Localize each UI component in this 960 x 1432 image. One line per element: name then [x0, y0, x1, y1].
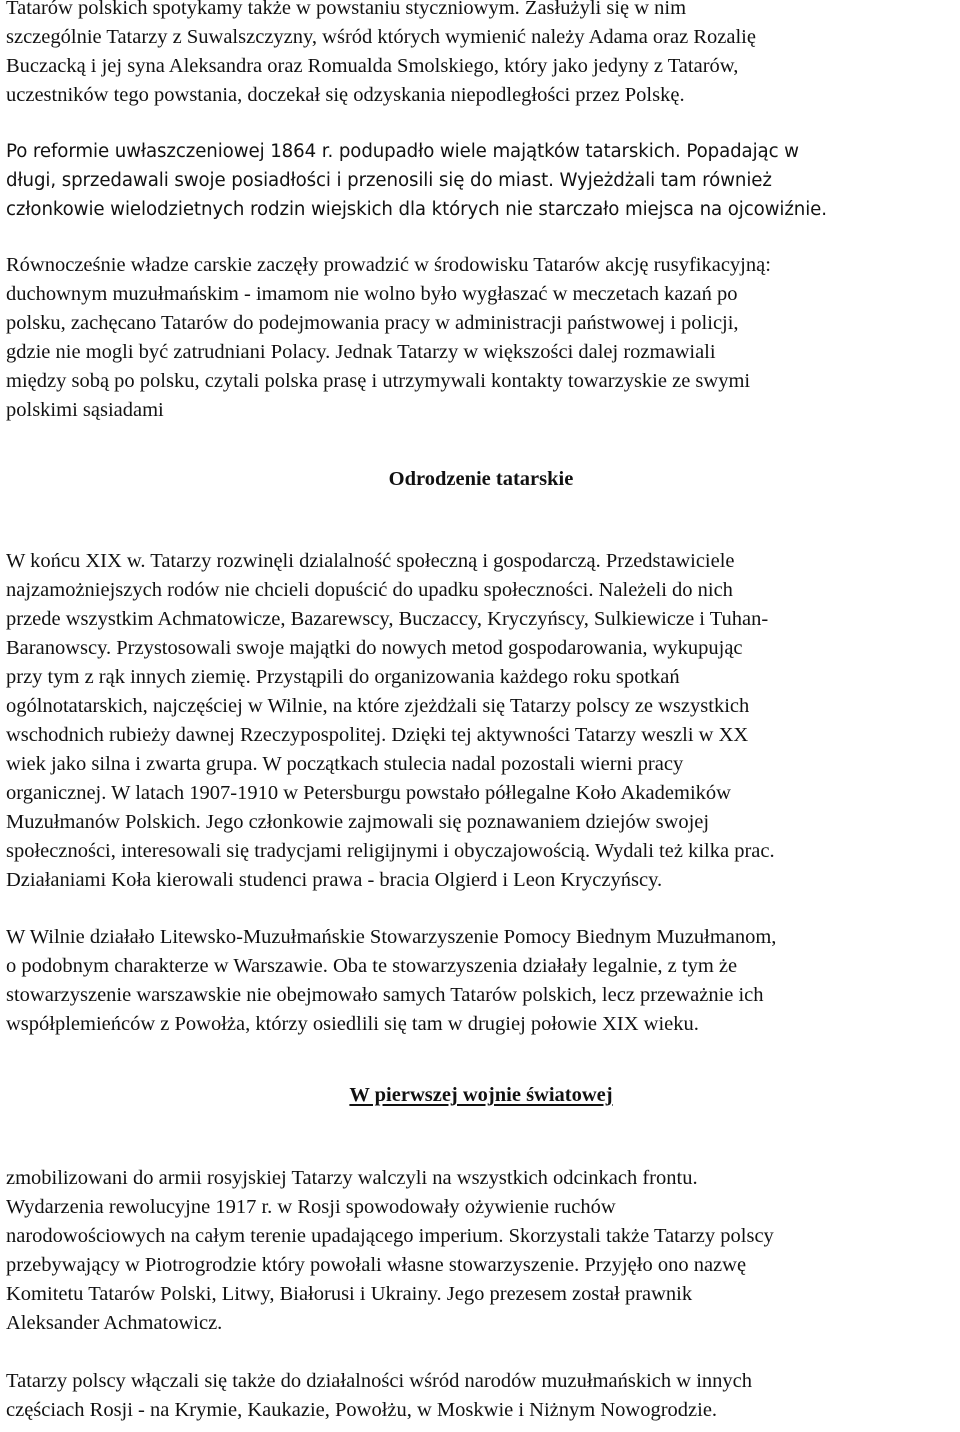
paragraph-russification: Równocześnie władze carskie zaczęły prowadzić w środowisku Tatarów akcję rusyfikacyjną: duchownym muzułmańskim - imamom nie wolno było wygłaszać w meczetach kazań po polsku, zachęcano Tatarów do podejmowania pracy w administracji państwowej i policji, gdzie nie mogli być zatrudniani Polacy. Jednak Tatarzy w większości dalej rozmawiali między sobą po polsku, czytali polska prasę i utrzymywali kontakty towarzyskie ze swymi polskimi sąsiadami [6, 254, 771, 421]
paragraph-january-uprising: Tatarów polskich spotykamy także w powstaniu styczniowym. Zasłużyli się w nim szczególnie Tatarzy z Suwalszczyzny, wśród których wymienić należy Adama oraz Rozalię Buczacką i jej syna Aleksandra oraz Romualda Smolskiego, który jako jedyny z Tatarów, uczestników tego powstania, doczekał się odzyskania niepodległości przez Polskę. [6, 0, 756, 106]
paragraph-late-19th-century: W końcu XIX w. Tatarzy rozwinęli dzialalność społeczną i gospodarczą. Przedstawiciele najzamożniejszych rodów nie chcieli dopuścić do upadku społeczności. Należeli do nich przede wszystkim Achmatowicze, Bazarewscy, Buczaccy, Kryczyńscy, Sulkiewicze i Tuhan- Baranowscy. Przystosowali swoje majątki do nowych metod gospodarowania, wykupując przy tym z rąk innych ziemię. Przystąpili do organizowania każdego roku spotkań ogólnotatarskich, najczęściej w Wilnie, na które zjeżdżali się Tatarzy polscy ze wszystkich wschodnich rubieży dawnej Rzeczypospolitej. Dzięki tej aktywności Tatarzy weszli w XX wiek jako silna i zwarta grupa. W początkach stulecia nadal pozostali wierni pracy organicznej. W latach 1907-1910 w Petersburgu powstało półlegalne Koło Akademików Muzułmanów Polskich. Jego członkowie zajmowali się poznawaniem dziejów swojej społeczności, interesowali się tradycjami religijnymi i obyczajowością. Wydali też kilka prac. Działaniami Koła kierowali studenci prawa - bracia Olgierd i Leon Kryczyńscy. [6, 550, 775, 891]
paragraph-vilnius-association: W Wilnie działało Litewsko-Muzułmańskie Stowarzyszenie Pomocy Biednym Muzułmanom, o podobnym charakterze w Warszawie. Oba te stowarzyszenia działały legalnie, z tym że stowarzyszenie warszawskie nie obejmowało samych Tatarów polskich, lecz przeważnie ich współplemieńców z Powołża, którzy osiedlili się tam w drugiej połowie XIX wieku. [6, 926, 777, 1035]
paragraph-muslim-peoples-activity: Tatarzy polscy włączali się także do działalności wśród narodów muzułmańskich w innych częściach Rosji - na Krymie, Kaukazie, Powołżu, w Moskwie i Niżnym Nowogrodzie. [6, 1370, 753, 1421]
paragraph-enfranchisement-reform: Po reformie uwłaszczeniowej 1864 r. podupadło wiele majątków tatarskich. Popadając w długi, sprzedawali swoje posiadłości i przenosili się do miast. Wyjeżdżali tam również członkowie wielodzietnych rodzin wiejskich dla których nie starczało miejsca na ojcowiźnie. [6, 141, 827, 220]
paragraph-mobilization: zmobilizowani do armii rosyjskiej Tatarzy walczyli na wszystkich odcinkach frontu. Wydarzenia rewolucyjne 1917 r. w Rosji spowodowały ożywienie ruchów narodowościowych na całym terenie upadającego imperium. Skorzystali także Tatarzy polscy przebywający w Piotrogrodzie który powołali własne stowarzyszenie. Przyjęło ono nazwę Komitetu Tatarów Polski, Litwy, Białorusi i Ukrainy. Jego prezesem został prawnik Aleksander Achmatowicz. [6, 1167, 774, 1334]
heading-tatar-revival: Odrodzenie tatarskie [388, 468, 574, 490]
document-page [6, 0, 956, 1425]
heading-first-world-war: W pierwszej wojnie światowej [349, 1084, 613, 1106]
